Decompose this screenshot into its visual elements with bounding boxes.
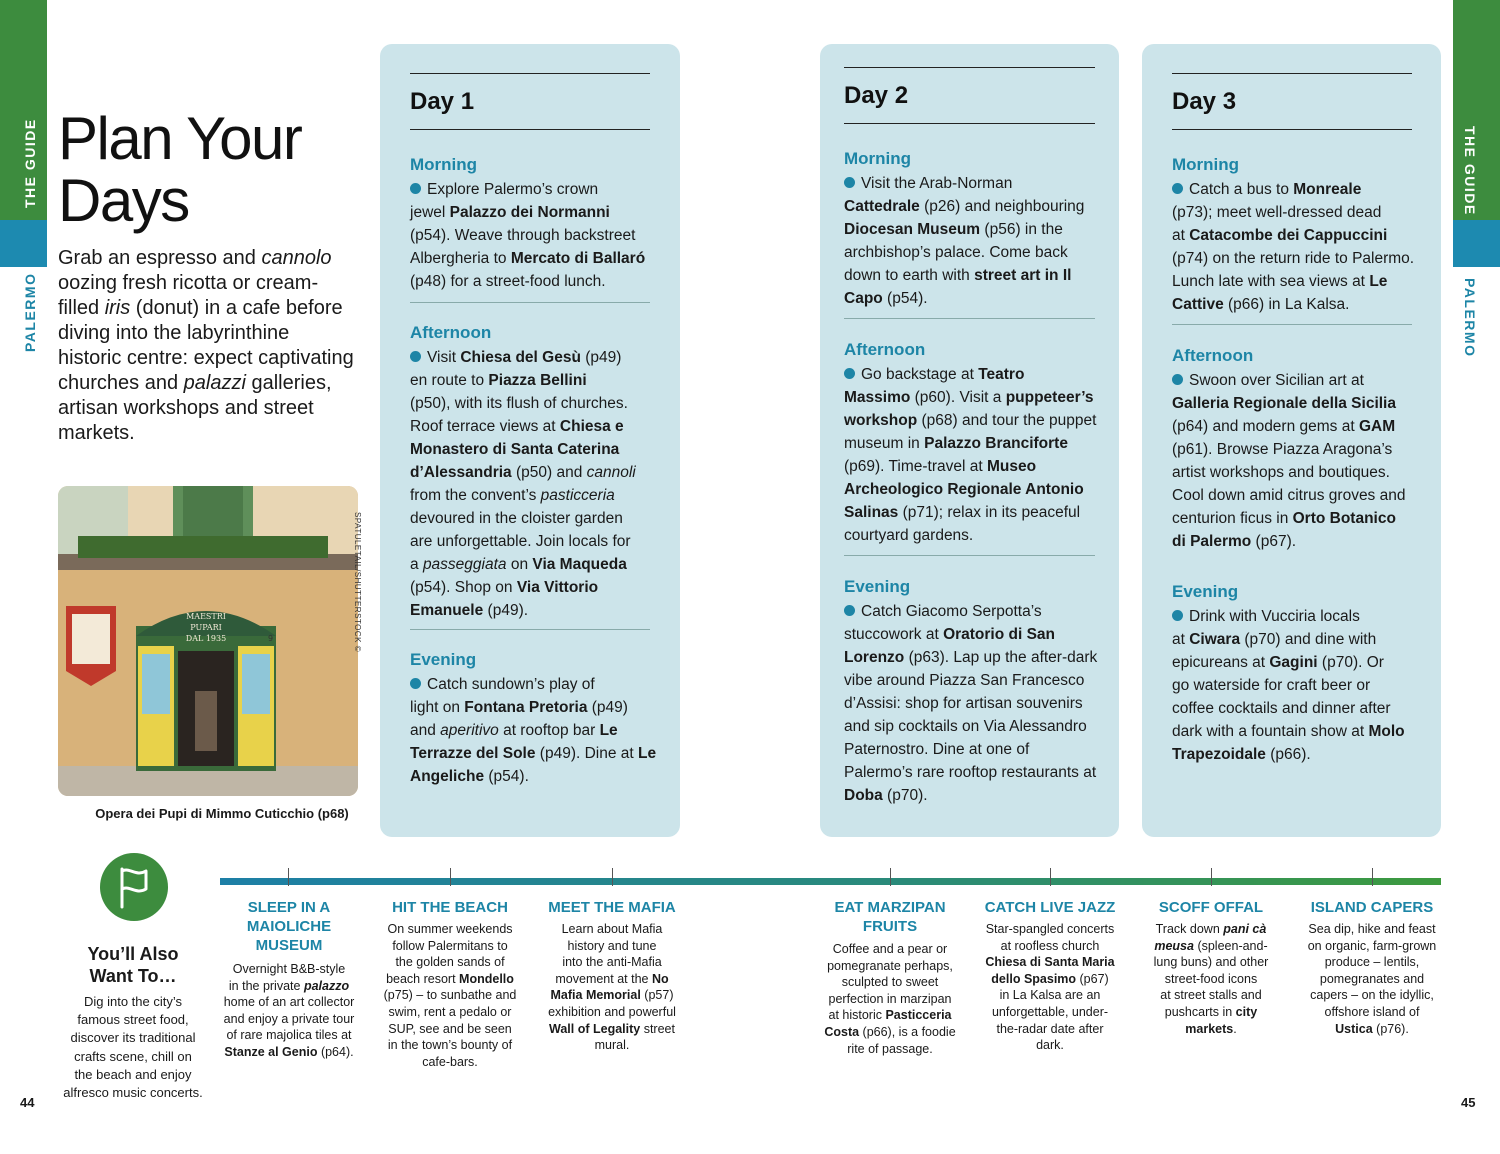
- day1-evening-heading: Evening: [410, 650, 477, 669]
- day2-evening-text: Catch Giacomo Serpotta’s stuccowork at Oratorio di San Lorenzo (p63). Lap up the after-dark vibe around Piazza San Francesco d’Assisi: shop for artisan souvenirs and sip cocktails on Via Alessandro Paternostro. Dine at one of Palermo’s rare rooftop restaurants at Doba (p70).: [844, 603, 1098, 804]
- timeline-jazz-heading: CATCH LIVE JAZZ: [984, 899, 1116, 916]
- timeline-mafia-text: Learn about Mafia history and tune into the anti-Mafia movement at the No Mafia Memorial (p57) exhibition and powerful Wall of Legality street mural.: [548, 922, 676, 1053]
- also-heading-line: You’ll Also: [87, 944, 179, 964]
- day3-afternoon-heading: Afternoon: [1172, 346, 1254, 365]
- day3-title: Day 3: [1172, 88, 1237, 115]
- day3-afternoon-text: Swoon over Sicilian art at Galleria Regionale della Sicilia (p64) and modern gems at GAM (p61). Browse Piazza Aragona’s artist workshops and boutiques. Cool down amid citrus groves and centurion ficus in Orto Botanico di Palermo (p67).: [1172, 372, 1406, 550]
- timeline-museum-text: Overnight B&B-style in the private palazzo home of an art collector and enjoy a private tour of rare majolica tiles at Stanze al Genio (p64).: [223, 962, 355, 1059]
- day1-morning-heading: Morning: [410, 155, 478, 174]
- day2-evening-heading: Evening: [844, 577, 911, 596]
- page-number-right: 45: [1461, 1095, 1476, 1110]
- day2-morning-text: Visit the Arab-Norman Cattedrale (p26) and neighbouring Diocesan Museum (p56) in the archbishop’s palace. Come back down to earth with street art in Il Capo (p54).: [844, 175, 1085, 307]
- day1-afternoon-text: Visit Chiesa del Gesù (p49) en route to Piazza Bellini (p50), with its flush of churches. Roof terrace views at Chiesa e Monastero di Santa Caterina d’Alessandria (p50) and cannoli from the convent’s pasticceria devoured in the cloister garden are unforgettable. Join locals for a passeggiata on Via Maqueda (p54). Shop on Via Vittorio Emanuele (p49).: [410, 349, 636, 619]
- timeline-marzipan-heading: EAT MARZIPAN FRUITS: [834, 899, 946, 935]
- house-number: 9: [268, 634, 274, 643]
- day1-afternoon-heading: Afternoon: [410, 323, 492, 342]
- day2-morning-heading: Morning: [844, 149, 912, 168]
- intro-italic: iris: [104, 297, 131, 319]
- intro-text: oozing fresh ricotta or cream-filled: [58, 272, 319, 319]
- timeline-island-heading: ISLAND CAPERS: [1310, 899, 1434, 916]
- day2-afternoon-heading: Afternoon: [844, 340, 926, 359]
- timeline-beach-heading: HIT THE BEACH: [392, 899, 508, 916]
- day1-morning-text: Explore Palermo’s crown jewel Palazzo dei Normanni (p54). Weave through backstreet Albergheria to Mercato di Ballaró (p48) for a street-food lunch.: [410, 181, 646, 290]
- bullet-icon: [844, 605, 855, 616]
- day3-evening-heading: Evening: [1172, 582, 1239, 601]
- bullet-icon: [844, 368, 855, 379]
- left-sidebar-city-tab: [0, 220, 47, 267]
- right-sidebar-city-label: PALERMO: [1462, 278, 1478, 358]
- timeline-marzipan-text: Coffee and a pear or pomegranate perhaps, sculpted to sweet perfection in marzipan at historic Pasticceria Costa (p66), is a foodie rite of passage.: [824, 942, 956, 1056]
- bullet-icon: [1172, 374, 1183, 385]
- timeline-beach-text: On summer weekends follow Palermitans to the golden sands of beach resort Mondello (p75) – to sunbathe and swim, rent a pedalo or SUP, see and be seen in the town’s bounty of cafe-bars.: [383, 922, 517, 1069]
- intro-paragraph: [58, 246, 358, 446]
- photo-caption: Opera dei Pupi di Mimmo Cuticchio (p68): [95, 806, 349, 821]
- day1-evening-text: Catch sundown’s play of light on Fontana Pretoria (p49) and aperitivo at rooftop bar Le Terrazze del Sole (p49). Dine at Le Angeliche (p54).: [410, 676, 657, 785]
- timeline-bar: [220, 878, 1441, 885]
- sign-line-3: DAL 1935: [185, 634, 227, 643]
- left-sidebar-guide-label: THE GUIDE: [22, 118, 38, 208]
- flag-badge: [100, 853, 168, 921]
- right-sidebar-city-tab: [1453, 220, 1500, 267]
- timeline-tick: [1050, 868, 1051, 886]
- day3-evening-text: Drink with Vucciria locals at Ciwara (p70) and dine with epicureans at Gagini (p70). Or go waterside for craft beer or coffee cocktails and dinner after dark with a fountain show at Molo Trapezoidale (p66).: [1172, 608, 1405, 763]
- day3-panel: [1142, 44, 1441, 837]
- timeline-island-text: Sea dip, hike and feast on organic, farm-grown produce – lentils, pomegranates and capers – on the idyllic, offshore island of Ustica (p76).: [1307, 922, 1437, 1036]
- timeline-tick: [1372, 868, 1373, 886]
- intro-italic: cannolo: [261, 247, 332, 269]
- day2-title: Day 2: [844, 82, 909, 109]
- timeline-tick: [890, 868, 891, 886]
- sign-line-2: PUPARI: [190, 623, 222, 632]
- timeline-tick: [612, 868, 613, 886]
- page-number-left: 44: [20, 1095, 35, 1110]
- day3-morning-text: Catch a bus to Monreale (p73); meet well-dressed dead at Catacombe dei Cappuccini (p74) on the return ride to Palermo. Lunch late with sea views at Le Cattive (p66) in La Kalsa.: [1172, 181, 1415, 313]
- timeline-mafia-heading: MEET THE MAFIA: [548, 899, 676, 916]
- bullet-icon: [410, 678, 421, 689]
- page-title-line2: Days: [58, 167, 189, 234]
- bullet-icon: [1172, 610, 1183, 621]
- timeline-tick: [450, 868, 451, 886]
- right-sidebar-guide-label: THE GUIDE: [1462, 126, 1478, 216]
- day2-afternoon-text: Go backstage at Teatro Massimo (p60). Visit a puppeteer’s workshop (p68) and tour the puppet museum in Palazzo Branciforte (p69). Time-travel at Museo Archeologico Regionale Antonio Salinas (p71); relax in its peaceful courtyard gardens.: [844, 366, 1097, 544]
- day2-panel: [820, 44, 1119, 837]
- also-text: Dig into the city’s famous street food, discover its traditional crafts scene, chill on the beach and enjoy alfresco music concerts.: [63, 994, 203, 1101]
- bullet-icon: [844, 177, 855, 188]
- timeline-offal-heading: SCOFF OFFAL: [1158, 899, 1264, 916]
- day1-panel: [380, 44, 680, 837]
- timeline-museum-heading: SLEEP IN A MAIOLICHE MUSEUM: [246, 899, 332, 954]
- timeline-tick: [1211, 868, 1212, 886]
- flag-icon: [100, 853, 168, 921]
- bullet-icon: [1172, 183, 1183, 194]
- bullet-icon: [410, 351, 421, 362]
- intro-italic: palazzi: [183, 372, 246, 394]
- intro-text: (donut) in a cafe before diving into the labyrinthine historic centre: expect captivating churches and: [58, 297, 354, 394]
- also-heading: [60, 943, 206, 987]
- page-title-line1: Plan Your: [58, 105, 302, 172]
- photo-credit: SPATULETAIL/SHUTTERSTOCK ©: [353, 512, 362, 653]
- timeline-offal-text: Track down pani cà meusa (spleen-and- lung buns) and other street-food icons at street stalls and pushcarts in city markets.: [1153, 922, 1269, 1036]
- timeline-jazz-text: Star-spangled concerts at roofless church Chiesa di Santa Maria dello Spasimo (p67) in La Kalsa are an unforgettable, under- the-radar date after dark.: [985, 922, 1115, 1053]
- intro-text: galleries, artisan workshops and street markets.: [58, 372, 332, 444]
- puppet-shop-illustration: [58, 486, 358, 796]
- day3-morning-heading: Morning: [1172, 155, 1240, 174]
- page-title: [58, 105, 358, 234]
- left-sidebar-city-label: PALERMO: [22, 272, 38, 352]
- puppet-shop-photo: [58, 486, 358, 796]
- also-heading-line: Want To…: [89, 966, 177, 986]
- intro-text: Grab an espresso and: [58, 247, 262, 269]
- bullet-icon: [410, 183, 421, 194]
- timeline-tick: [288, 868, 289, 886]
- day1-title: Day 1: [410, 88, 475, 115]
- sign-line-1: MAESTRI: [186, 612, 226, 621]
